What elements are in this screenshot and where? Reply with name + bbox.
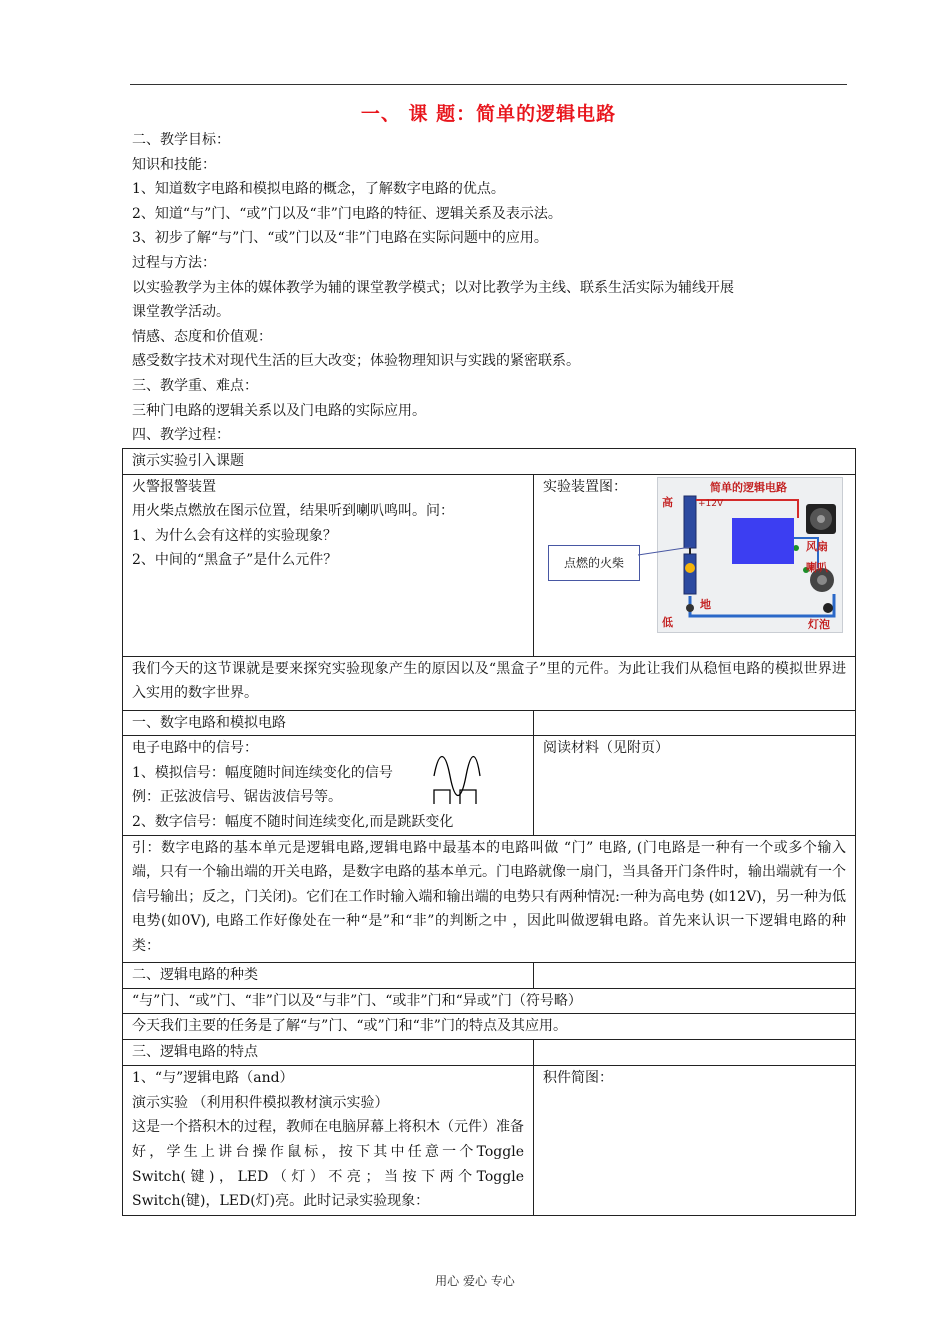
cell-line: 1、模拟信号：幅度随时间连续变化的信号 xyxy=(132,764,393,781)
cell-line: 这是一个搭积木的过程，教师在电脑屏幕上将积木（元件）准备好，学生上讲台操作鼠标，按下其中任意一个Toggle Switch(键)，LED（灯）不亮；当按下两个Toggle Switch(键)，LED(灯)亮。此时记录实验现象： xyxy=(132,1119,524,1210)
intro-line: 知识和技能： xyxy=(132,156,216,173)
cell-line: 火警报警装置 xyxy=(132,478,216,495)
table-cell xyxy=(534,474,856,656)
table-cell: 三、逻辑电路的特点 xyxy=(123,1040,534,1066)
figure-caption: 实验装置图： xyxy=(543,478,627,495)
intro-line: 过程与方法： xyxy=(132,254,216,271)
page-footer: 用心 爱心 专心 xyxy=(435,1274,515,1288)
cell-line: 用火柴点燃放在图示位置，结果听到喇叭鸣叫。问： xyxy=(132,503,454,520)
table-cell: “与”门、“或”门、“非”门以及“与非”门、“或非”门和“异或”门（符号略） xyxy=(123,988,856,1014)
intro-line: 3、初步了解“与”门、“或”门以及“非”门电路在实际问题中的应用。 xyxy=(132,230,548,247)
cell-line: 1、“与”逻辑电路（and） xyxy=(132,1070,294,1087)
intro-line: 二、教学目标： xyxy=(132,132,230,148)
table-cell: 积件简图： xyxy=(534,1066,856,1216)
intro-line: 情感、态度和价值观： xyxy=(132,328,272,345)
board-label-horn: 喇叭 xyxy=(806,560,828,574)
callout-box: 点燃的火柴 xyxy=(548,545,640,581)
table-cell xyxy=(534,1040,856,1066)
cell-line: 2、数字信号：幅度不随时间连续变化,而是跳跃变化 xyxy=(132,813,454,830)
signal-cell-wrapper xyxy=(132,736,524,834)
header-rule xyxy=(130,84,847,85)
cell-line: 1、为什么会有这样的实验现象？ xyxy=(132,527,337,544)
table-cell: 演示实验引入课题 xyxy=(123,449,856,475)
table-cell: 阅读材料（见附页） xyxy=(534,736,856,835)
cell-line: 2、中间的“黑盒子”是什么元件？ xyxy=(132,552,338,569)
figure-wrapper xyxy=(543,475,846,631)
cell-line: 例：正弦波信号、锯齿波信号等。 xyxy=(132,789,342,806)
board-label-fan: 风扇 xyxy=(806,539,828,553)
callout-pointer xyxy=(631,545,691,565)
signal-waveforms-icon xyxy=(432,754,492,806)
table-cell xyxy=(123,736,534,835)
cell-line: 演示实验 （利用积件模拟教材演示实验） xyxy=(132,1094,389,1111)
board-title: 简单的逻辑电路 xyxy=(710,480,787,494)
table-cell: 今天我们主要的任务是了解“与”门、“或”门和“非”门的特点及其应用。 xyxy=(123,1014,856,1040)
table-cell: 一、数字电路和模拟电路 xyxy=(123,710,534,736)
table-cell: 我们今天的这节课就是要来探究实验现象产生的原因以及“黑盒子”里的元件。为此让我们从稳恒电路的模拟世界进入实用的数字世界。 xyxy=(123,656,856,710)
page-title: 一、 课 题：简单的逻辑电路 xyxy=(360,103,617,125)
intro-line: 三种门电路的逻辑关系以及门电路的实际应用。 xyxy=(132,402,426,419)
table-cell xyxy=(534,710,856,736)
cell-line: 电子电路中的信号： xyxy=(132,740,258,757)
intro-line: 2、知道“与”门、“或”门以及“非”门电路的特征、逻辑关系及表示法。 xyxy=(132,205,562,222)
intro-line: 以实验教学为主体的媒体教学为辅的课堂教学模式；以对比教学为主线、联系生活实际为辅线开展 xyxy=(132,279,734,296)
intro-line: 1、知道数字电路和模拟电路的概念，了解数字电路的优点。 xyxy=(132,181,505,198)
table-cell: 二、逻辑电路的种类 xyxy=(123,962,534,988)
board-label-high: 高 xyxy=(662,495,673,509)
board-label-low: 低 xyxy=(662,615,673,629)
intro-line: 感受数字技术对现代生活的巨大改变；体验物理知识与实践的紧密联系。 xyxy=(132,353,580,370)
intro-section xyxy=(132,128,852,448)
intro-line: 课堂教学活动。 xyxy=(132,304,230,321)
table-cell xyxy=(123,474,534,656)
board-label-bulb: 灯泡 xyxy=(808,617,830,631)
black-box-component xyxy=(732,518,794,564)
board-label-ground: 地 xyxy=(700,597,711,611)
table-cell xyxy=(534,962,856,988)
table-cell: 引：数字电路的基本单元是逻辑电路,逻辑电路中最基本的电路叫做 “门” 电路, (门电路是一种有一个或多个输入端，只有一个输出端的开关电路，是数字电路的基本单元。门电路就像一扇门，当具备开门条件时，输出端就有一个信号输出；反之，门关闭)。它们在工作时输入端和输出端的电势只有两种情况:一种为高电势 (如12V)，另一种为低电势(如0V), 电路工作好像处在一种“是”和“非”的判断之中 ，因此叫做逻辑电路。首先来认识一下逻辑电路的种类： xyxy=(123,835,856,962)
board-label-12v: +12V xyxy=(698,498,724,509)
intro-line: 三、教学重、难点： xyxy=(132,377,258,394)
table-cell xyxy=(123,1066,534,1216)
lesson-process-table xyxy=(122,448,856,1216)
intro-line: 四、教学过程： xyxy=(132,427,230,444)
